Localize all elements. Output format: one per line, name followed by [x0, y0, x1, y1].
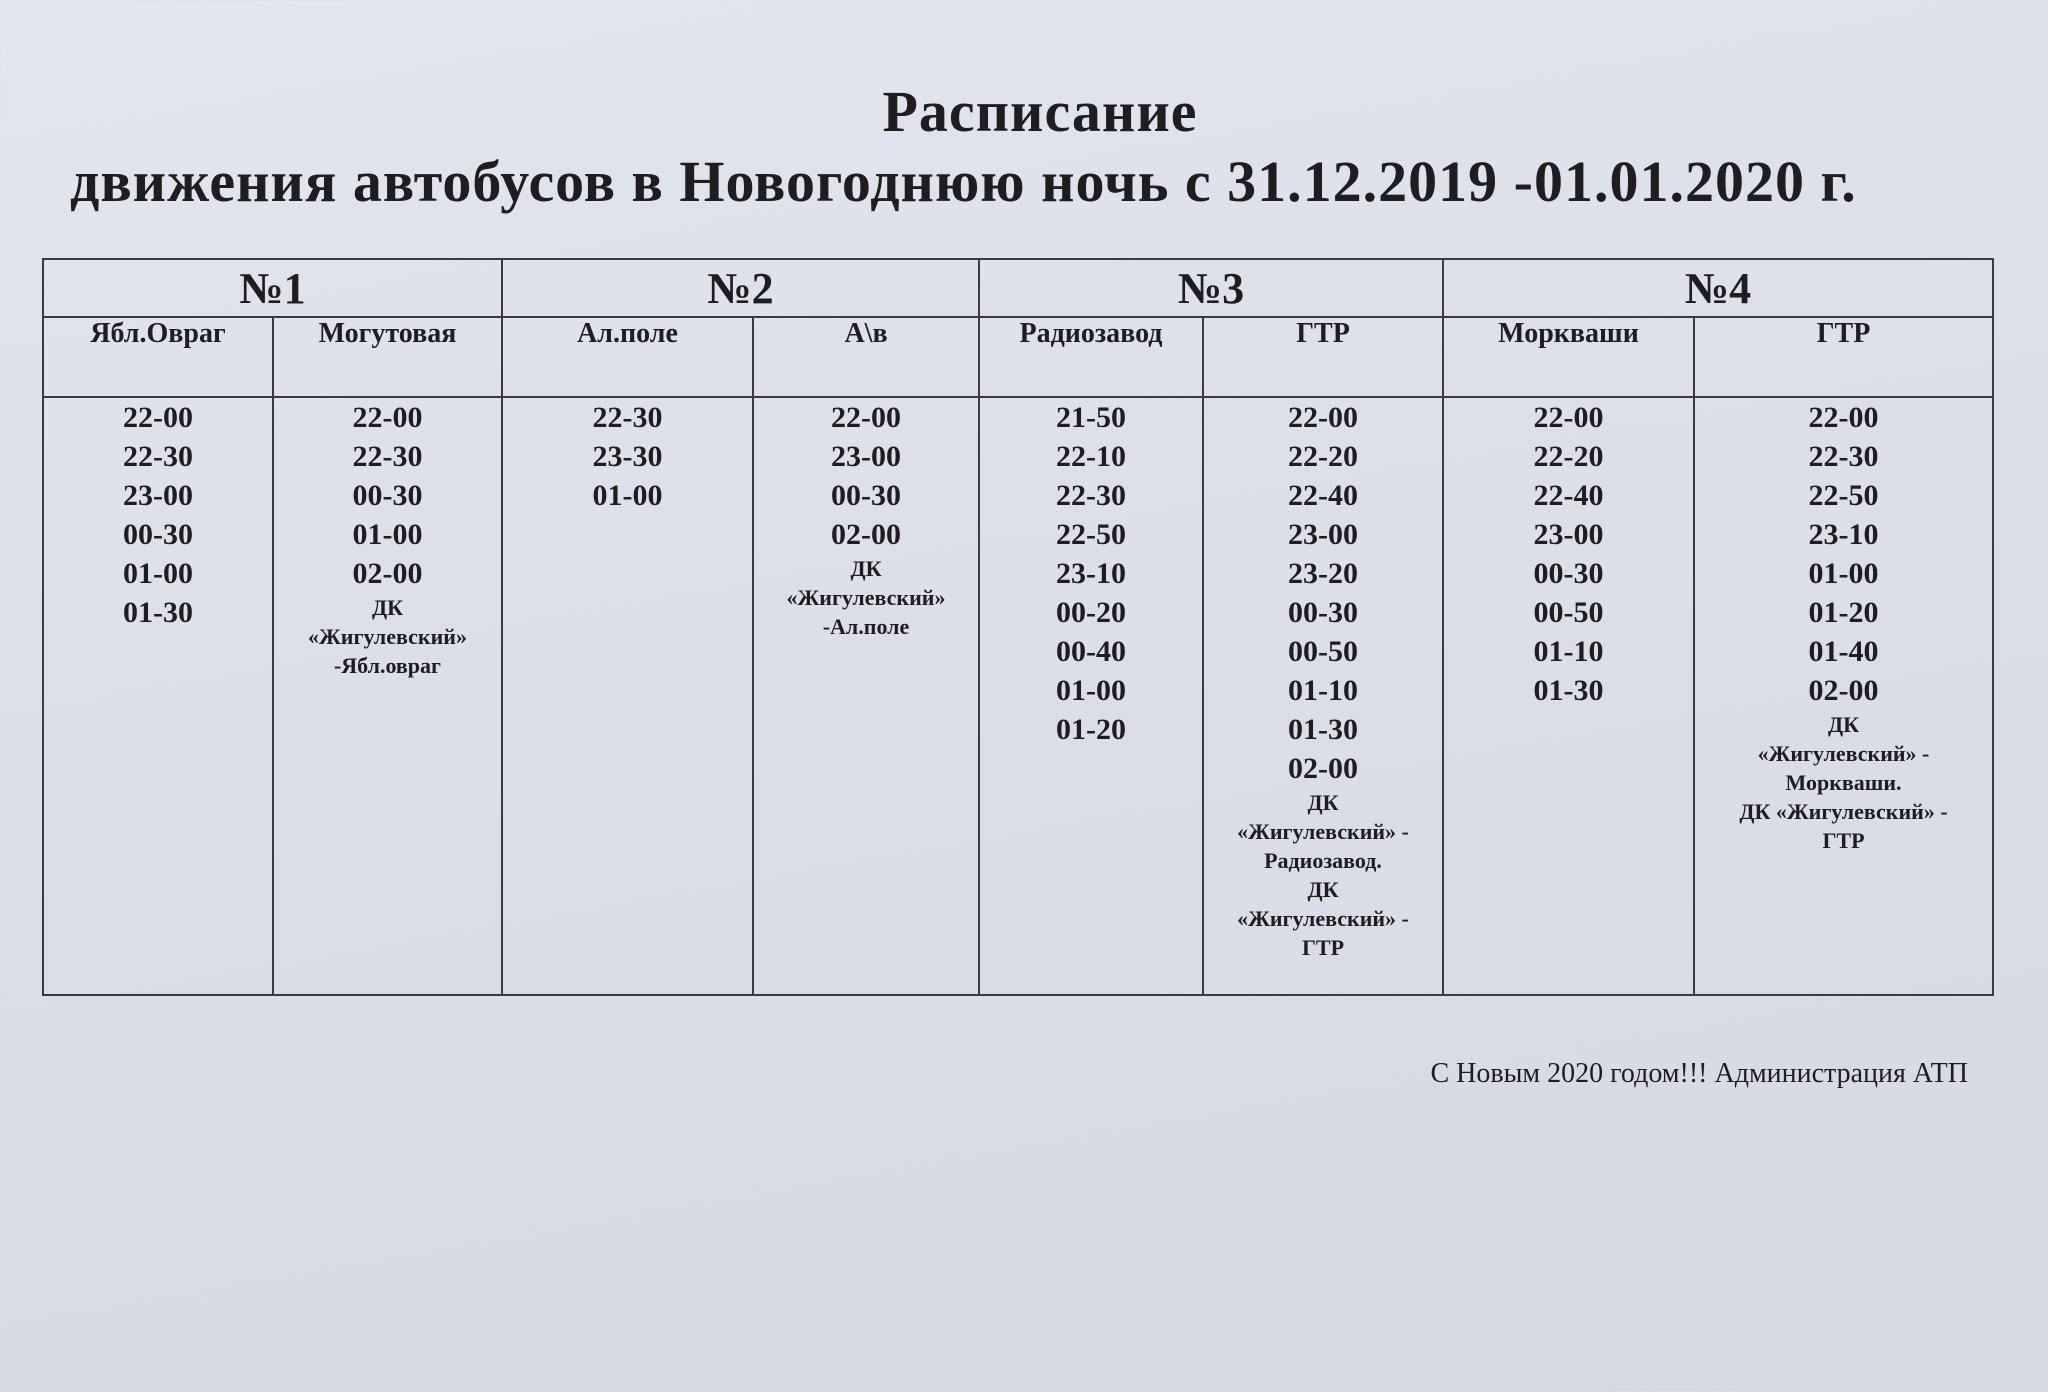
- departure-column: [979, 397, 1203, 995]
- departure-time: 22-40: [1533, 479, 1604, 512]
- stop-header: ГТР: [1203, 317, 1443, 397]
- departure-time: 01-00: [123, 557, 193, 590]
- departure-time: 22-40: [1288, 479, 1358, 512]
- departure-time: 01-00: [592, 479, 663, 512]
- departure-column: [1203, 397, 1443, 995]
- departure-column: [753, 397, 979, 995]
- route-note: -Ябл.овраг: [333, 653, 442, 678]
- departure-time: 22-50: [1808, 479, 1879, 512]
- stop-header: Ал.поле: [502, 317, 753, 397]
- departure-time: 22-00: [1288, 401, 1358, 434]
- departure-time: 22-30: [592, 401, 663, 434]
- departure-time: 22-00: [831, 401, 901, 434]
- departure-time: 00-20: [1056, 596, 1126, 629]
- route-note: ДК: [371, 595, 404, 620]
- departure-time: 23-00: [123, 479, 193, 512]
- route-note: «Жигулевский»: [308, 624, 467, 649]
- route-header-row: [43, 259, 1993, 317]
- departure-time: 02-00: [831, 518, 901, 551]
- departure-time: 22-00: [1533, 401, 1604, 434]
- departure-time: 23-10: [1808, 518, 1879, 551]
- departure-time: 01-20: [1056, 713, 1126, 746]
- departure-time: 23-30: [592, 440, 663, 473]
- stop-header-row: [43, 317, 1993, 397]
- departure-time: 22-30: [1808, 440, 1879, 473]
- stop-header: Радиозавод: [979, 317, 1203, 397]
- route-note: Радиозавод.: [1264, 848, 1382, 873]
- departure-time: 01-10: [1533, 635, 1604, 668]
- departure-time: 02-00: [352, 557, 423, 590]
- departure-column: [1694, 397, 1993, 995]
- departure-time: 01-20: [1808, 596, 1879, 629]
- route-header-4: №4: [1443, 259, 1993, 317]
- departure-time: 02-00: [1288, 752, 1358, 785]
- departure-time: 22-00: [123, 401, 193, 434]
- page-title: Расписание: [882, 79, 1198, 144]
- stop-header: Могутовая: [273, 317, 502, 397]
- route-note: ДК: [1827, 712, 1860, 737]
- departure-time: 22-20: [1288, 440, 1358, 473]
- departure-time: 00-30: [1533, 557, 1604, 590]
- route-note: «Жигулевский»: [786, 585, 946, 610]
- departure-time: 22-20: [1533, 440, 1604, 473]
- departure-time: 00-30: [352, 479, 423, 512]
- departure-time: 23-20: [1288, 557, 1358, 590]
- departure-time: 23-00: [831, 440, 901, 473]
- route-note: ГТР: [1301, 935, 1345, 960]
- departure-time: 22-00: [1808, 401, 1879, 434]
- route-note: ГТР: [1822, 828, 1865, 853]
- stop-header: Ябл.Овраг: [43, 317, 273, 397]
- departure-time: 01-00: [352, 518, 423, 551]
- departure-time: 23-10: [1056, 557, 1126, 590]
- departure-column: [43, 397, 273, 995]
- departure-time: 22-50: [1056, 518, 1126, 551]
- departure-column: [502, 397, 753, 995]
- footer-greeting: С Новым 2020 годом!!! Администрация АТП: [1430, 1058, 1968, 1089]
- route-note: ДК «Жигулевский» -: [1739, 799, 1948, 824]
- times-row: [43, 397, 1993, 995]
- departure-time: 01-00: [1808, 557, 1879, 590]
- departure-time: 22-10: [1056, 440, 1126, 473]
- departure-time: 22-30: [352, 440, 423, 473]
- departure-time: 23-00: [1533, 518, 1604, 551]
- departure-time: 21-50: [1056, 401, 1126, 434]
- page-subtitle: движения автобусов в Новогоднюю ночь с 31.12.2019 -01.01.2020 г.: [70, 149, 1857, 214]
- route-note: ДК: [1307, 790, 1339, 815]
- route-note: Моркваши.: [1785, 770, 1902, 795]
- departure-time: 23-00: [1288, 518, 1358, 551]
- route-note: ДК: [850, 556, 882, 581]
- departure-time: 01-30: [123, 596, 193, 629]
- departure-time: 00-30: [123, 518, 193, 551]
- departure-time: 22-00: [352, 401, 423, 434]
- departure-time: 00-30: [1288, 596, 1358, 629]
- schedule-table: [42, 258, 1994, 996]
- route-header-2: №2: [502, 259, 979, 317]
- departure-time: 00-40: [1056, 635, 1126, 668]
- departure-time: 00-50: [1288, 635, 1358, 668]
- route-note: «Жигулевский» -: [1237, 819, 1409, 844]
- departure-time: 00-50: [1533, 596, 1604, 629]
- departure-time: 01-10: [1288, 674, 1358, 707]
- route-note: ДК: [1307, 877, 1339, 902]
- departure-time: 01-40: [1808, 635, 1879, 668]
- stop-header: А\в: [753, 317, 979, 397]
- stop-header: Моркваши: [1443, 317, 1694, 397]
- departure-time: 22-30: [123, 440, 193, 473]
- departure-time: 02-00: [1808, 674, 1879, 707]
- route-note: «Жигулевский» -: [1757, 741, 1930, 766]
- departure-column: [1443, 397, 1694, 995]
- departure-time: 01-00: [1056, 674, 1126, 707]
- departure-time: 00-30: [831, 479, 901, 512]
- route-note: -Ал.поле: [822, 614, 910, 639]
- departure-time: 01-30: [1288, 713, 1358, 746]
- departure-column: [273, 397, 502, 995]
- route-note: «Жигулевский» -: [1237, 906, 1409, 931]
- route-header-3: №3: [979, 259, 1443, 317]
- departure-time: 01-30: [1533, 674, 1604, 707]
- stop-header: ГТР: [1694, 317, 1993, 397]
- route-header-1: №1: [43, 259, 502, 317]
- departure-time: 22-30: [1056, 479, 1126, 512]
